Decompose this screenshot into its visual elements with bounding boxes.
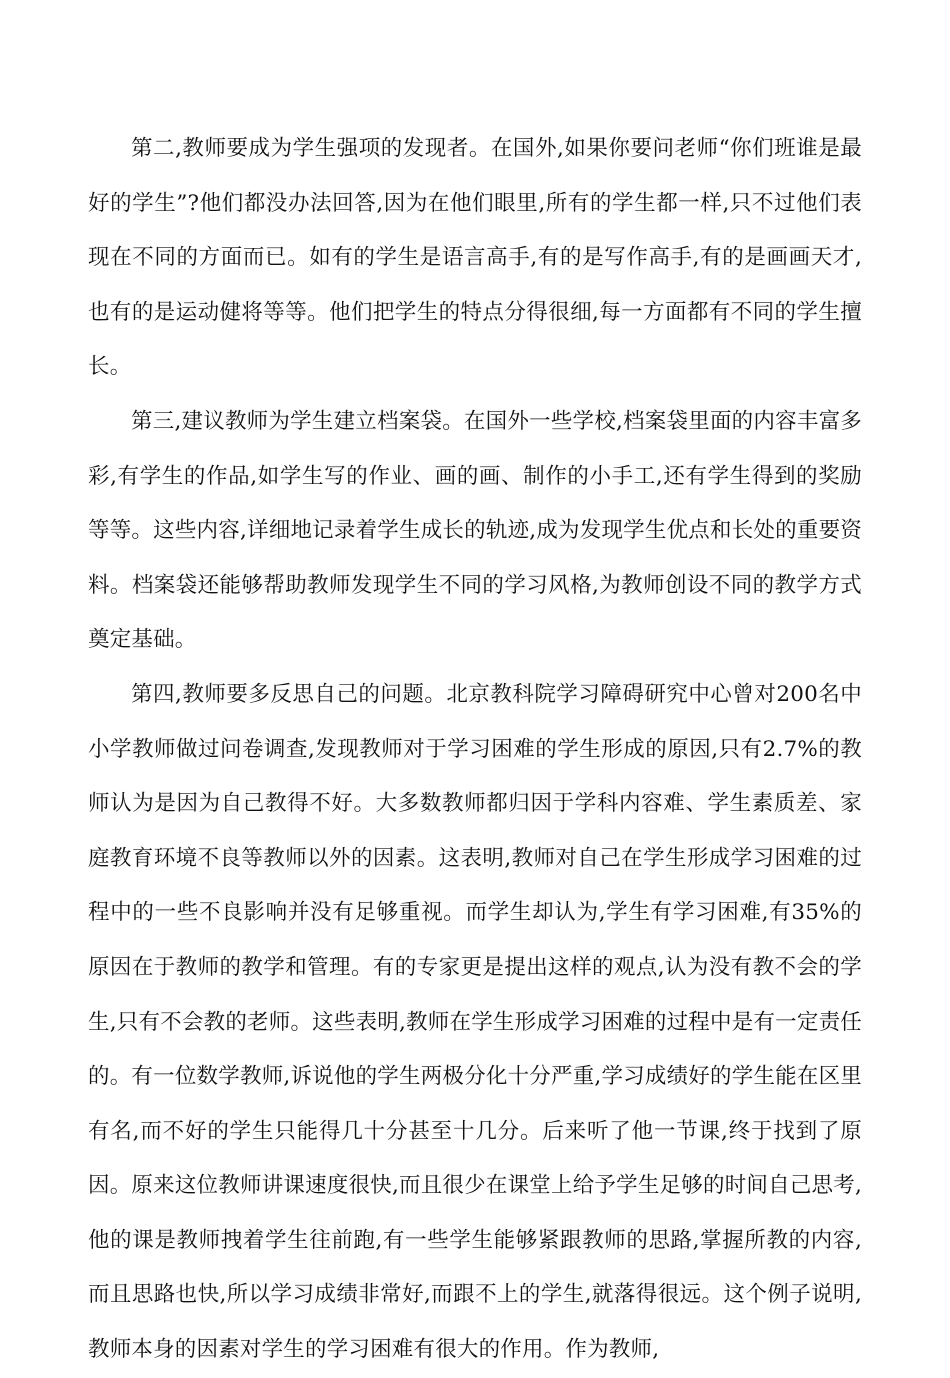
document-page (88, 122, 862, 1378)
paragraph-second-point: 第二,教师要成为学生强项的发现者。在国外,如果你要问老师“你们班谁是最好的学生”?他们都没办法回答,因为在他们眼里,所有的学生都一样,只不过他们表现在不同的方面而已。如有的学生是语言高手,有的是写作高手,有的是画画天才,也有的是运动健将等等。他们把学生的特点分得很细,每一方面都有不同的学生擅长。 (88, 136, 863, 380)
paragraph-fourth-point: 第四,教师要多反思自己的问题。北京教科院学习障碍研究中心曾对200名中小学教师做过问卷调查,发现教师对于学习困难的学生形成的原因,只有2.7%的教师认为是因为自己教得不好。大多数教师都归因于学科内容难、学生素质差、家庭教育环境不良等教师以外的因素。这表明,教师对自己在学生形成学习困难的过程中的一些不良影响并没有足够重视。而学生却认为,学生有学习困难,有35%的原因在于教师的教学和管理。有的专家更是提出这样的观点,认为没有教不会的学生,只有不会教的老师。这些表明,教师在学生形成学习困难的过程中是有一定责任的。有一位数学教师,诉说他的学生两极分化十分严重,学习成绩好的学生能在区里有名,而不好的学生只能得几十分甚至十几分。后来听了他一节课,终于找到了原因。原来这位教师讲课速度很快,而且很少在课堂上给予学生足够的时间自己思考,他的课是教师拽着学生往前跑,有一些学生能够紧跟教师的思路,掌握所教的内容,而且思路也快,所以学习成绩非常好,而跟不上的学生,就落得很远。这个例子说明,教师本身的因素对学生的学习困难有很大的作用。作为教师, (88, 681, 863, 1363)
paragraph-third-point: 第三,建议教师为学生建立档案袋。在国外一些学校,档案袋里面的内容丰富多彩,有学生的作品,如学生写的作业、画的画、制作的小手工,还有学生得到的奖励等等。这些内容,详细地记录着学生成长的轨迹,成为发现学生优点和长处的重要资料。档案袋还能够帮助教师发现学生不同的学习风格,为教师创设不同的教学方式奠定基础。 (88, 408, 862, 653)
